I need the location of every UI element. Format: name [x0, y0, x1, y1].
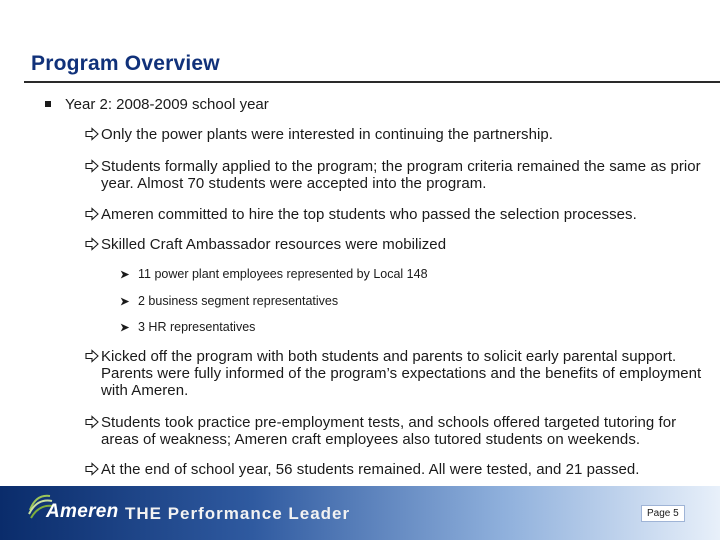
- bullet-item-text: Kicked off the program with both students and parents to solicit early parental support. Parents were fully informed of the program’s expectations and the benefits of employment with Ameren.: [101, 348, 702, 399]
- bullet-item-text: Skilled Craft Ambassador resources were mobilized: [101, 236, 447, 253]
- outline-arrow-icon: [85, 127, 99, 141]
- bullet-item-text: Students formally applied to the program; the program criteria remained the same as prior year. Almost 70 students were accepted into the program.: [101, 158, 701, 192]
- page-number: Page 5: [641, 505, 685, 522]
- bullet-item-text: Ameren committed to hire the top students who passed the selection processes.: [101, 206, 637, 223]
- bullet-item: [85, 158, 715, 192]
- bullet-item: [85, 348, 715, 399]
- outline-arrow-icon: [85, 237, 99, 251]
- outline-arrow-icon: [85, 207, 99, 221]
- outline-arrow-icon: [85, 349, 99, 363]
- bullet-item-text: At the end of school year, 56 students remained. All were tested, and 21 passed.: [101, 461, 640, 478]
- title-rule: [24, 81, 720, 83]
- sub-bullet-item: [120, 320, 255, 336]
- bullet-item: [85, 414, 715, 448]
- tagline: THE Performance Leader: [125, 504, 351, 523]
- chevron-bullet-icon: ➤: [120, 296, 130, 308]
- bullet-item: [85, 461, 715, 478]
- outline-arrow-icon: [85, 159, 99, 173]
- chevron-bullet-icon: ➤: [120, 322, 130, 334]
- bullet-item: [85, 206, 715, 223]
- sub-bullet-text: 11 power plant employees represented by Local 148: [138, 267, 428, 281]
- footer-bar: [0, 486, 720, 540]
- bullet-item-text: Students took practice pre-employment tests, and schools offered targeted tutoring for areas of weakness; Ameren craft employees also tutored students on weekends.: [101, 414, 677, 448]
- bullet-item: [85, 236, 715, 253]
- sub-bullet-text: 2 business segment representatives: [138, 294, 339, 308]
- bullet-item-text: Only the power plants were interested in continuing the partnership.: [101, 126, 553, 143]
- bullet-item: [85, 126, 715, 143]
- sub-bullet-text: 3 HR representatives: [138, 320, 256, 334]
- sub-bullet-item: [120, 294, 338, 310]
- chevron-bullet-icon: ➤: [120, 269, 130, 281]
- slide-title: Program Overview: [31, 52, 220, 75]
- outline-arrow-icon: [85, 415, 99, 429]
- brand-name: Ameren: [46, 501, 119, 522]
- outline-arrow-icon: [85, 462, 99, 476]
- sub-bullet-item: [120, 267, 428, 283]
- bullet-level1: [45, 96, 269, 113]
- bullet-level1-text: Year 2: 2008-2009 school year: [65, 96, 269, 113]
- square-bullet-icon: [45, 101, 51, 107]
